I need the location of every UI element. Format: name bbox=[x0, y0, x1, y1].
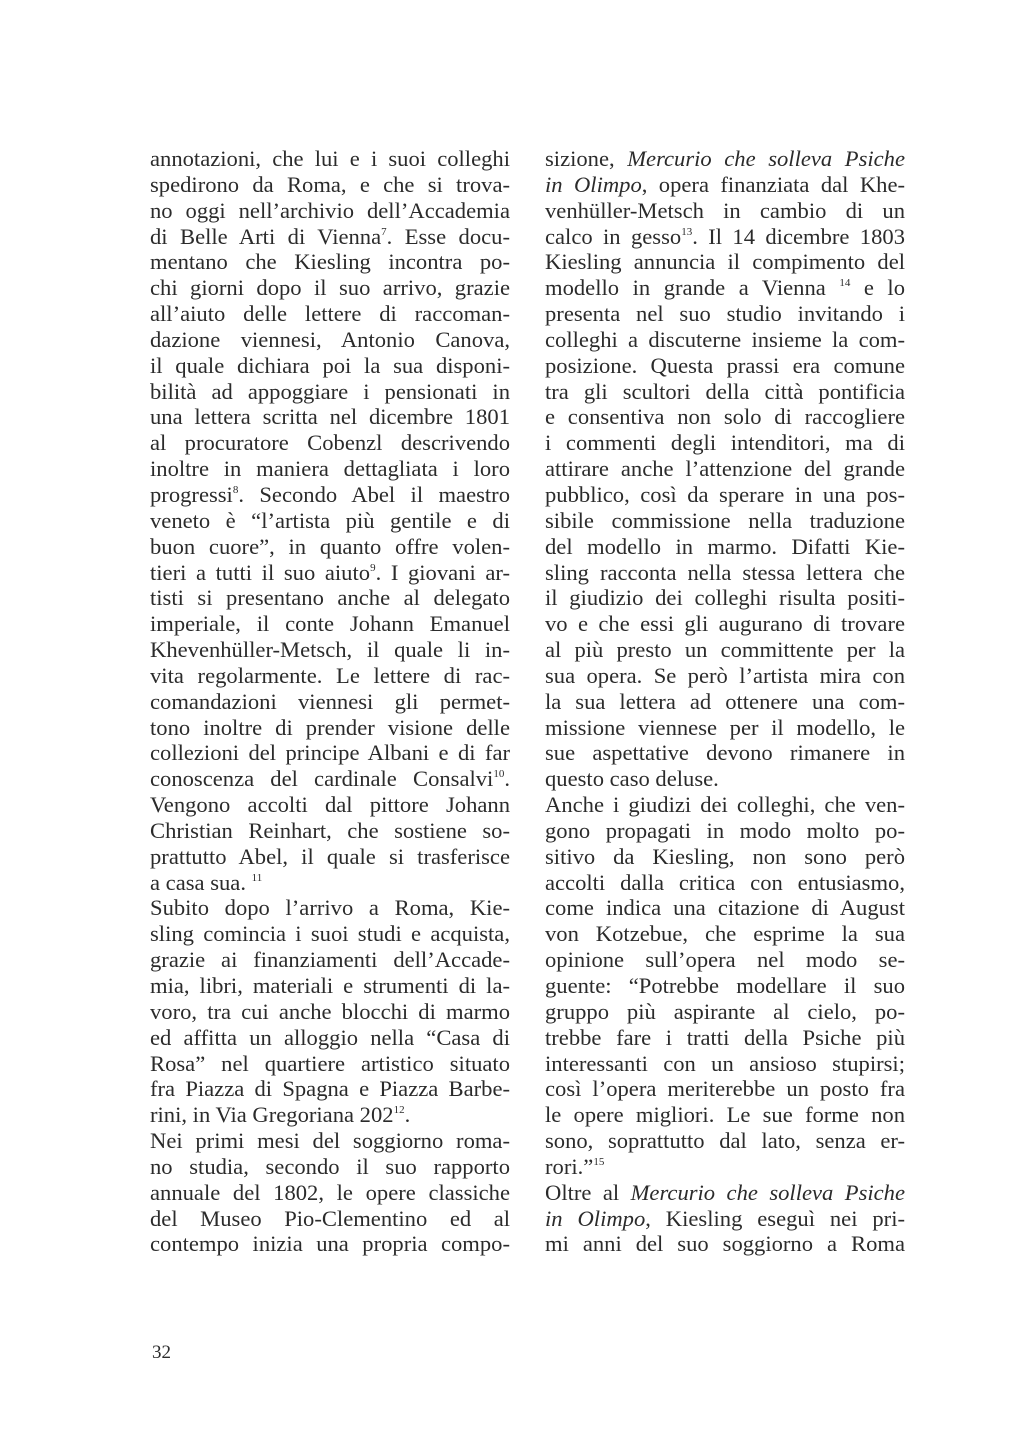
text-line: sling racconta nella stessa lettera che bbox=[545, 559, 905, 585]
text-line: venhüller-Metsch in cambio di un bbox=[545, 197, 905, 223]
italic-title: Mercurio che solleva Psiche bbox=[627, 146, 905, 171]
text-line: progressi$^8$. Secondo Abel il maestro bbox=[150, 481, 510, 507]
text-line: grazie ai finanziamenti dell’Accade- bbox=[150, 947, 510, 973]
text-line: sitivo da Kiesling, non sono però bbox=[545, 843, 905, 869]
text-line: annotazioni, che lui e i suoi colleghi bbox=[150, 146, 510, 171]
text-line: Subito dopo l’arrivo a Roma, Kie- bbox=[150, 895, 510, 921]
text-line: calco in gesso$^{13}$. Il 14 dicembre 1803 bbox=[545, 223, 905, 249]
footnote-marker: 12 bbox=[393, 1104, 405, 1117]
left-text-column bbox=[150, 146, 510, 1257]
text-line: modello in grande a Vienna $^{14}$ e lo bbox=[545, 275, 905, 301]
text-line: buon cuore”, in quanto offre volen- bbox=[150, 533, 510, 559]
text-line: del modello in marmo. Difatti Kie- bbox=[545, 533, 905, 559]
text-line: al procuratore Cobenzl descrivendo bbox=[150, 430, 510, 456]
text-line: una lettera scritta nel dicembre 1801 bbox=[150, 404, 510, 430]
text-line: tra gli scultori della città pontificia bbox=[545, 378, 905, 404]
footnote-marker: 11 bbox=[251, 871, 263, 884]
text-line: accolti dalla critica con entusiasmo, bbox=[545, 869, 905, 895]
text-line: sue aspettative devono rimanere in bbox=[545, 740, 905, 766]
italic-title: Mercurio che solleva Psiche bbox=[630, 1179, 905, 1205]
text-line: presenta nel suo studio invitando i bbox=[545, 301, 905, 327]
text-line: conoscenza del cardinale Consalvi$^{10}$. bbox=[150, 766, 510, 792]
text-line: attirare anche l’attenzione del grande bbox=[545, 456, 905, 482]
text-line: vita regolarmente. Le lettere di rac- bbox=[150, 662, 510, 688]
text-line: annuale del 1802, le opere classiche bbox=[150, 1179, 510, 1205]
text-line: mi anni del suo soggiorno a Roma bbox=[545, 1231, 905, 1257]
text-line: così l’opera meriterebbe un posto fra bbox=[545, 1076, 905, 1102]
text-line: no studia, secondo il suo rapporto bbox=[150, 1153, 510, 1179]
text-line: ed affitta un alloggio nella “Casa di bbox=[150, 1024, 510, 1050]
text-line: sibile commissione nella traduzione bbox=[545, 507, 905, 533]
text-line: von Kotzebue, che esprime la sua bbox=[545, 921, 905, 947]
text-line: spedirono da Roma, e che si trova- bbox=[150, 171, 510, 197]
text-line: a casa sua. $^{11}$ bbox=[150, 869, 263, 895]
right-text-column bbox=[545, 146, 905, 1257]
page-number: 32 bbox=[152, 1342, 171, 1363]
text-line: tono inoltre di prender visione delle bbox=[150, 714, 510, 740]
text-line: Vengono accolti dal pittore Johann bbox=[150, 792, 510, 818]
text-line: sua opera. Se però l’artista mira con bbox=[545, 662, 905, 688]
text-line: Khevenhüller-Metsch, il quale li in- bbox=[150, 637, 510, 663]
text-line: Rosa” nel quartiere artistico situato bbox=[150, 1050, 510, 1076]
text-line: rini, in Via Gregoriana $202^{12}$. bbox=[150, 1102, 411, 1128]
text-line: sono, soprattutto dal lato, senza er- bbox=[545, 1128, 905, 1154]
text-line: al più presto un committente per la bbox=[545, 637, 905, 663]
text-line: e consentiva non solo di raccogliere bbox=[545, 404, 905, 430]
text-line: gono propagati in modo molto po- bbox=[545, 817, 905, 843]
text-line: Anche i giudizi dei colleghi, che ven- bbox=[545, 792, 905, 818]
text-line: gruppo più aspirante al cielo, po- bbox=[545, 998, 905, 1024]
text-line: Kiesling annuncia il compimento del bbox=[545, 249, 905, 275]
text-line: fra Piazza di Spagna e Piazza Barbe- bbox=[150, 1076, 510, 1102]
footnote-marker: 9 bbox=[370, 561, 376, 574]
text-line: le opere migliori. Le sue forme non bbox=[545, 1102, 905, 1128]
text-line: mia, libri, materiali e strumenti di la- bbox=[150, 973, 510, 998]
text-line: di Belle Arti di Vienna$^7$. Esse docu- bbox=[150, 223, 510, 249]
text-line: vo e che essi gli augurano di trovare bbox=[545, 611, 905, 637]
text-line: Nei primi mesi del soggiorno roma- bbox=[150, 1128, 510, 1154]
text-line: come indica una citazione di August bbox=[545, 895, 905, 921]
footnote-marker: 8 bbox=[232, 483, 239, 496]
text-line: Christian Reinhart, che sostiene so- bbox=[150, 817, 510, 843]
text-line: mentano che Kiesling incontra po- bbox=[150, 249, 510, 275]
text-line: il quale dichiara poi la sua disponi- bbox=[150, 352, 510, 378]
text-line: pubblico, così da sperare in una pos- bbox=[545, 481, 905, 507]
text-line: sling comincia i suoi studi e acquista, bbox=[150, 921, 510, 947]
text-line: veneto è “l’artista più gentile e di bbox=[150, 507, 510, 533]
text-line: imperiale, il conte Johann Emanuel bbox=[150, 611, 510, 637]
italic-title: in Olimpo bbox=[545, 1205, 646, 1231]
text-line: collezioni del principe Albani e di far bbox=[150, 740, 510, 766]
text-line: Oltre al Mercurio che solleva Psiche bbox=[545, 1179, 905, 1205]
text-line: la sua lettera ad ottenere una com- bbox=[545, 688, 905, 714]
footnote-marker: 13 bbox=[681, 225, 693, 238]
text-line: guente: “Potrebbe modellare il suo bbox=[545, 973, 905, 998]
text-line: in Olimpo, opera finanziata dal Khe- bbox=[545, 171, 905, 197]
footnote-marker: 10 bbox=[493, 768, 505, 781]
text-line: colleghi a discuterne insieme la com- bbox=[545, 326, 905, 352]
text-line: del Museo Pio-Clementino ed al bbox=[150, 1205, 510, 1231]
text-line: prattutto Abel, il quale si trasferisce bbox=[150, 843, 510, 869]
text-line: questo caso deluse. bbox=[545, 766, 719, 792]
text-line: tieri a tutti il suo aiuto$^9$. I giovani ar- bbox=[150, 559, 510, 585]
text-line: il giudizio dei colleghi risulta positi- bbox=[545, 585, 905, 611]
italic-title: in Olimpo bbox=[545, 171, 642, 197]
text-line: chi giorni dopo il suo arrivo, grazie bbox=[150, 275, 510, 301]
text-line: missione viennese per il modello, le bbox=[545, 714, 905, 740]
text-line: interessanti con un ansioso stupirsi; bbox=[545, 1050, 905, 1076]
text-line: rori.”$^{15}$ bbox=[545, 1153, 605, 1179]
text-line: no oggi nell’archivio dell’Accademia bbox=[150, 197, 510, 223]
text-line: bilità ad appoggiare i pensionati in bbox=[150, 378, 510, 404]
text-line: comandazioni viennesi gli permet- bbox=[150, 688, 510, 714]
text-line: dazione viennesi, Antonio Canova, bbox=[150, 326, 510, 352]
text-line: contempo inizia una propria compo- bbox=[150, 1231, 510, 1257]
text-line: posizione. Questa prassi era comune bbox=[545, 352, 905, 378]
text-line: voro, tra cui anche blocchi di marmo bbox=[150, 998, 510, 1024]
text-line: sizione, Mercurio che solleva Psiche bbox=[545, 146, 905, 171]
footnote-marker: 15 bbox=[593, 1155, 605, 1168]
text-line: i commenti degli intenditori, ma di bbox=[545, 430, 905, 456]
text-line: all’aiuto delle lettere di raccoman- bbox=[150, 301, 510, 327]
text-line: tisti si presentano anche al delegato bbox=[150, 585, 510, 611]
footnote-marker: 14 bbox=[839, 277, 851, 290]
text-line: inoltre in maniera dettagliata i loro bbox=[150, 456, 510, 482]
text-line: trebbe fare i tratti della Psiche più bbox=[545, 1024, 905, 1050]
text-line: in Olimpo, Kiesling eseguì nei pri- bbox=[545, 1205, 906, 1231]
footnote-marker: 7 bbox=[381, 225, 387, 238]
text-line: opinione sull’opera nel modo se- bbox=[545, 947, 905, 973]
